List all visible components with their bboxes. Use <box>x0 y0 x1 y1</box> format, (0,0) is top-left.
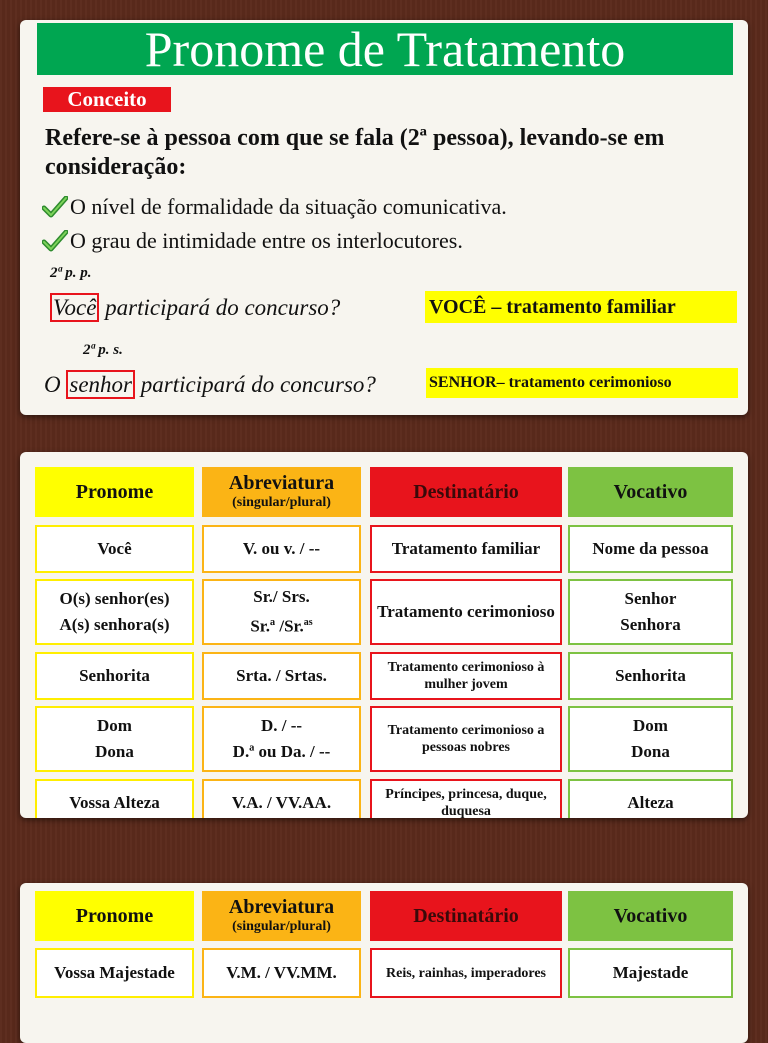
cell-vocativo <box>568 779 733 818</box>
cell-text: Tratamento cerimonioso <box>377 602 555 621</box>
header-pronome: Pronome <box>35 467 194 517</box>
cell-pronome <box>35 948 194 998</box>
cell-vocativo <box>568 579 733 645</box>
cell-text: Dom <box>633 716 668 735</box>
cell-text: O(s) senhor(es) <box>59 589 170 608</box>
cell-text: Srta. / Srtas. <box>236 666 327 685</box>
bullet-text: O nível de formalidade da situação comunicativa. <box>70 194 507 219</box>
cell-text: Príncipes, princesa, duque, duquesa <box>385 787 547 818</box>
cell-text: Sr./ Srs. <box>253 587 310 607</box>
cell-destinatario <box>370 779 562 818</box>
cell-text: Você <box>97 539 132 558</box>
cell-text: Tratamento familiar <box>391 539 541 558</box>
cell-destinatario <box>370 579 562 645</box>
check-icon <box>42 196 68 218</box>
cell-text: Dona <box>95 742 134 761</box>
cell-text: Reis, rainhas, imperadores <box>386 965 546 981</box>
check-icon <box>42 230 68 252</box>
bullet-formality <box>42 194 507 220</box>
cell-text: Vossa Majestade <box>54 963 175 982</box>
bullet-intimacy <box>42 228 463 254</box>
cell-vocativo <box>568 706 733 772</box>
table-slide-1 <box>20 452 748 818</box>
cell-vocativo <box>568 652 733 700</box>
cell-destinatario <box>370 525 562 573</box>
cell-text: Nome da pessoa <box>592 539 709 558</box>
table-slide-2 <box>20 883 748 1043</box>
cell-destinatario <box>370 948 562 998</box>
cell-text: Senhora <box>620 615 681 634</box>
cell-abreviatura <box>202 579 361 645</box>
cell-pronome <box>35 525 194 573</box>
header-abreviatura <box>202 891 361 941</box>
cell-text: Senhor <box>624 589 677 608</box>
header-abreviatura-sub: (singular/plural) <box>232 495 331 510</box>
cell-text: D. / -- <box>260 716 303 735</box>
cell-text: Senhorita <box>615 666 686 685</box>
cell-pronome <box>35 706 194 772</box>
cell-text: Dom <box>97 716 132 735</box>
person-label: 2ª p. p. <box>50 265 92 281</box>
concept-slide <box>20 20 748 415</box>
cell-destinatario <box>370 652 562 700</box>
cell-text: V. ou v. / -- <box>242 539 321 558</box>
sentence-prefix: O <box>44 372 67 397</box>
boxed-word: Você <box>50 293 99 322</box>
boxed-word: senhor <box>66 370 135 399</box>
cell-text: Dona <box>631 742 670 761</box>
cell-destinatario <box>370 706 562 772</box>
cell-vocativo <box>568 525 733 573</box>
cell-pronome <box>35 779 194 818</box>
slide-title: Pronome de Tratamento <box>37 23 733 75</box>
header-vocativo: Vocativo <box>568 467 733 517</box>
cell-text: D.ª ou Da. / -- <box>232 742 331 761</box>
cell-text: V.M. / VV.MM. <box>226 963 337 982</box>
header-abreviatura-sub: (singular/plural) <box>232 919 331 934</box>
cell-abreviatura <box>202 525 361 573</box>
cell-abreviatura <box>202 948 361 998</box>
cell-abreviatura <box>202 652 361 700</box>
tag-voce: VOCÊ – tratamento familiar <box>425 291 737 323</box>
cell-vocativo <box>568 948 733 998</box>
header-destinatario: Destinatário <box>370 891 562 941</box>
header-destinatario: Destinatário <box>370 467 562 517</box>
person-label: 2ª p. s. <box>83 342 123 358</box>
cell-text: Sr.ª /Sr.$^{as}$ <box>250 616 313 636</box>
cell-pronome <box>35 579 194 645</box>
tag-senhor: SENHOR– tratamento cerimonioso <box>426 368 738 398</box>
cell-pronome <box>35 652 194 700</box>
example-sentence-senhor <box>44 372 376 398</box>
concept-label: Conceito <box>43 87 171 112</box>
cell-text: V.A. / VV.AA. <box>231 793 332 812</box>
example-sentence-voce <box>50 295 340 321</box>
header-abreviatura-label: Abreviatura <box>228 472 335 494</box>
header-abreviatura-label: Abreviatura <box>228 896 335 918</box>
bullet-text: O grau de intimidade entre os interlocutores. <box>70 228 463 253</box>
sentence-rest: participará do concurso? <box>99 295 341 320</box>
cell-abreviatura <box>202 779 361 818</box>
sentence-rest: participará do concurso? <box>135 372 376 397</box>
intro-text: Refere-se à pessoa com que se fala (2ª pessoa), levando-se em consideração: <box>45 125 665 180</box>
cell-abreviatura <box>202 706 361 772</box>
header-pronome: Pronome <box>35 891 194 941</box>
cell-text: Majestade <box>612 963 689 982</box>
cell-text: A(s) senhora(s) <box>59 615 170 634</box>
cell-text: Vossa Alteza <box>69 793 160 812</box>
cell-text: Alteza <box>627 793 674 812</box>
cell-text: Tratamento cerimonioso à mulher jovem <box>387 660 545 692</box>
header-abreviatura <box>202 467 361 517</box>
cell-text: Tratamento cerimonioso a pessoas nobres <box>387 723 545 755</box>
header-vocativo: Vocativo <box>568 891 733 941</box>
cell-text: Senhorita <box>79 666 150 685</box>
